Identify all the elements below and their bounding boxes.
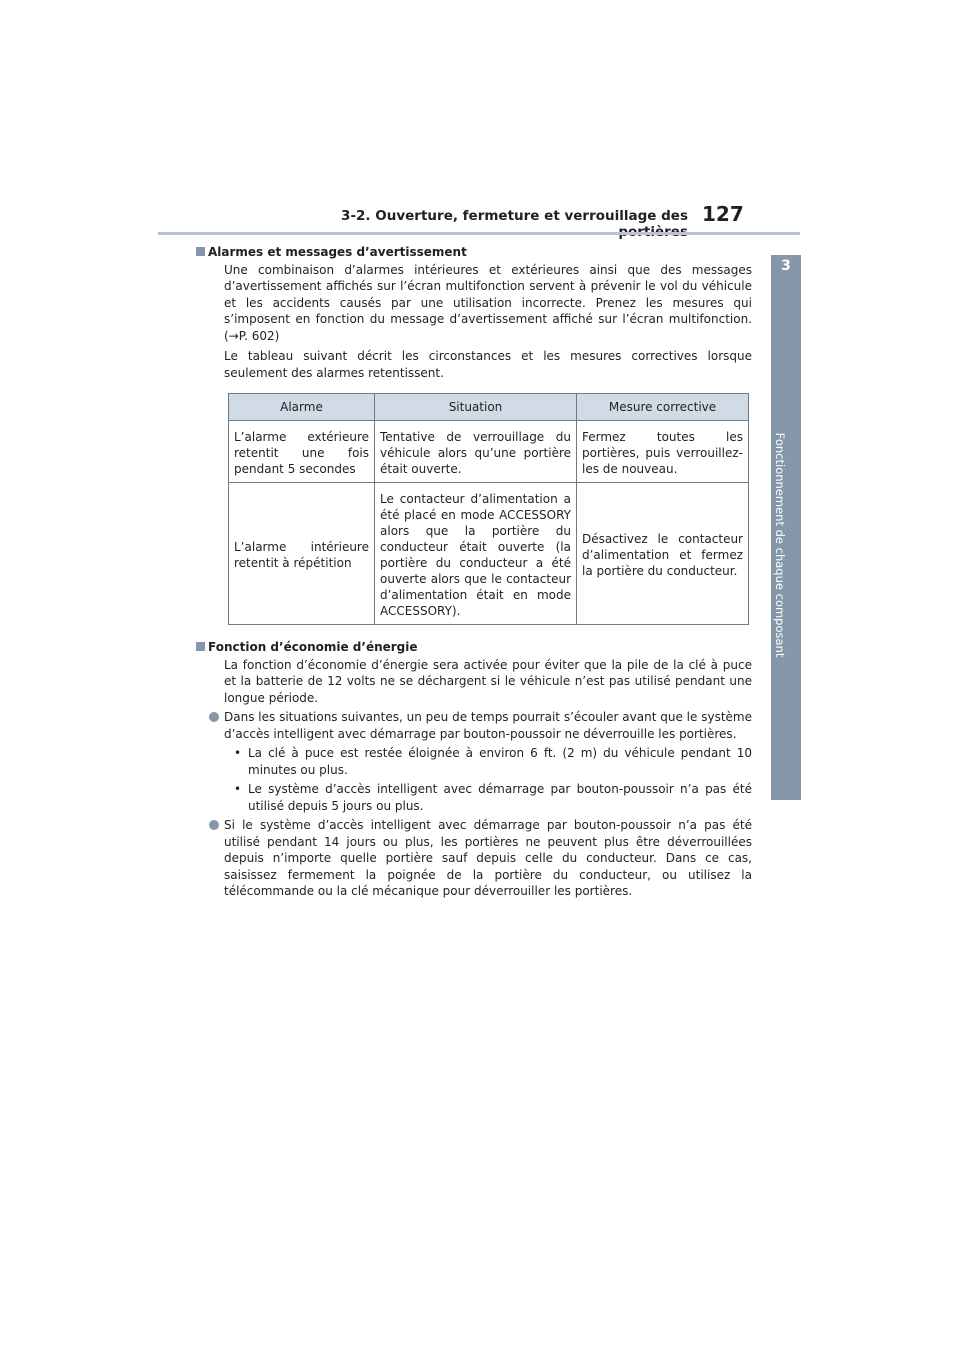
dot-bullet-icon: • (234, 746, 242, 760)
table-header-row (229, 394, 749, 421)
header-divider (158, 232, 800, 235)
chapter-label: Fonctionnement de chaque composant (773, 432, 787, 658)
alarm-table (228, 393, 749, 625)
paragraph: Une combinaison d’alarmes intérieures et extérieures ainsi que des messages d’avertissement affichés sur l’écran multifonction servent à prévenir le vol du véhicule et les accidents causés par une utilisation incorrecte. Prenez les mesures qui s’imposent en fonction du message d’avertissement affiché sur l’écran multifonction. (→P. 602) (224, 262, 752, 343)
table-cell: Désactivez le contacteur d’alimentation et fermez la portière du conducteur. (577, 483, 749, 625)
list-item (224, 709, 752, 742)
column-header-measure: Mesure corrective (577, 394, 749, 421)
circle-bullet-icon (209, 820, 219, 830)
square-bullet-icon (196, 642, 205, 651)
section-heading-energy (208, 639, 752, 656)
table-cell: Fermez toutes les portières, puis verrouillez-les de nouveau. (577, 421, 749, 483)
sub-list-item (234, 781, 752, 814)
circle-bullet-icon (209, 712, 219, 722)
table-row (229, 483, 749, 625)
list-item-text: Dans les situations suivantes, un peu de temps pourrait s’écouler avant que le système d’accès intelligent avec démarrage par bouton-poussoir ne déverrouille les portières. (224, 710, 752, 741)
chapter-number: 3 (781, 258, 791, 274)
sub-list-item (234, 745, 752, 778)
column-header-alarm: Alarme (229, 394, 375, 421)
square-bullet-icon (196, 247, 205, 256)
list-item-text: Le système d’accès intelligent avec démarrage par bouton-poussoir n’a pas été utilisé depuis 5 jours ou plus. (248, 782, 752, 813)
table-cell: Le contacteur d’alimentation a été placé en mode ACCESSORY alors que la portière du conducteur était ouverte (la portière du conducteur a été ouverte alors que le contacteur d’alimentation était en mode ACCESSORY). (375, 483, 577, 625)
table-row (229, 421, 749, 483)
table-cell: L’alarme extérieure retentit une fois pendant 5 secondes (229, 421, 375, 483)
page-number: 127 (702, 202, 744, 226)
paragraph: La fonction d’économie d’énergie sera activée pour éviter que la pile de la clé à puce et la batterie de 12 volts ne se déchargent si le véhicule n’est pas utilisé pendant une longue période. (224, 657, 752, 705)
heading-text: Alarmes et messages d’avertissement (208, 245, 467, 259)
table-cell: L’alarme intérieure retentit à répétition (229, 483, 375, 625)
paragraph: Le tableau suivant décrit les circonstances et les mesures correctives lorsque seulement des alarmes retentissent. (224, 349, 752, 380)
page-content (208, 244, 752, 900)
section-title: 3-2. Ouverture, fermeture et verrouillage des (341, 208, 688, 224)
list-item-text: Si le système d’accès intelligent avec démarrage par bouton-poussoir n’a pas été utilisé pendant 14 jours ou plus, les portières ne peuvent plus être déverrouillées depuis n’importe quelle portière sauf depuis celle du conducteur. Dans ce cas, saisissez fermement la poignée de la portière du conducteur, ou utilisez la télécommande ou la clé mécanique pour déverrouiller les portières. (224, 818, 752, 898)
dot-bullet-icon: • (234, 782, 242, 796)
list-item (224, 817, 752, 900)
heading-text: Fonction d’économie d’énergie (208, 640, 418, 654)
table-cell: Tentative de verrouillage du véhicule alors qu’une portière était ouverte. (375, 421, 577, 483)
list-item-text: La clé à puce est restée éloignée à environ 6 ft. (2 m) du véhicule pendant 10 minutes ou plus. (248, 746, 752, 777)
section-heading-alarms (208, 244, 752, 261)
column-header-situation: Situation (375, 394, 577, 421)
